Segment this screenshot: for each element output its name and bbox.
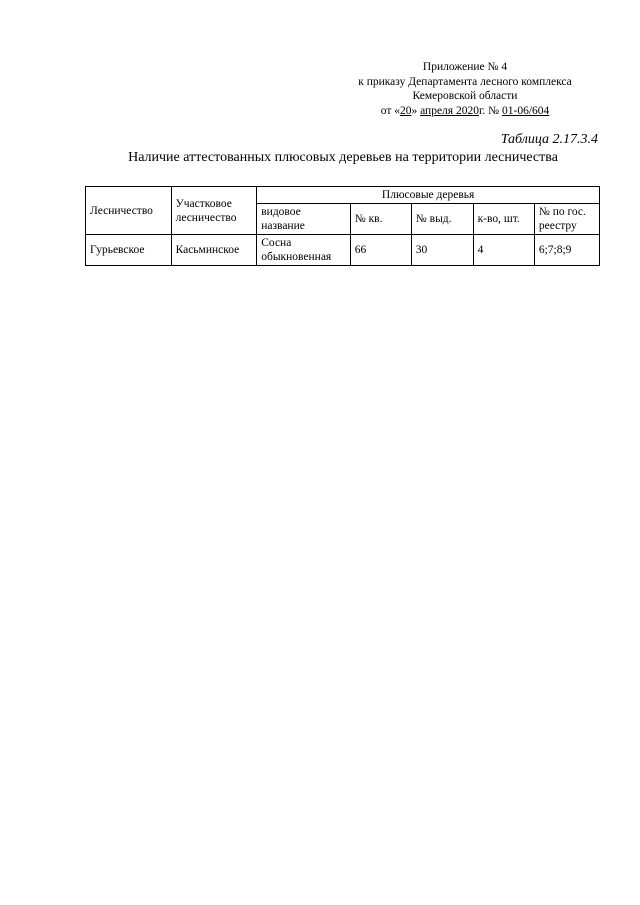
header-allotment: № выд. (411, 204, 473, 235)
cell-district: Касьминское (171, 235, 257, 266)
order-number: 01-06/604 (502, 104, 550, 117)
cell-quarter: 66 (350, 235, 411, 266)
header-registry: № по гос. реестру (534, 204, 599, 235)
date-day: 20 (399, 104, 412, 117)
header-species: видовое название (257, 204, 351, 235)
date-suffix: г. № (478, 104, 502, 117)
table-row (86, 235, 600, 266)
appendix-order-ref: к приказу Департамента лесного комплекса (358, 75, 572, 88)
appendix-date-line (330, 104, 600, 119)
header-quarter: № кв. (350, 204, 411, 235)
table-header-row (86, 187, 600, 204)
header-forestry: Лесничество (86, 187, 172, 235)
cell-registry: 6;7;8;9 (534, 235, 599, 266)
appendix-region: Кемеровской области (412, 90, 518, 102)
cell-allotment: 30 (411, 235, 473, 266)
appendix-number: Приложение № 4 (422, 61, 508, 73)
table-title: Наличие аттестованных плюсовых деревьев на территории лесничества (128, 150, 558, 165)
plus-trees-table (85, 186, 600, 266)
date-mid: » (411, 104, 421, 117)
cell-species: Сосна обыкновенная (257, 235, 351, 266)
table-number: Таблица 2.17.3.4 (500, 132, 598, 147)
appendix-header (330, 60, 600, 118)
header-count: к-во, шт. (473, 204, 534, 235)
cell-forestry: Гурьевское (86, 235, 172, 266)
header-district: Участковое лесничество (171, 187, 257, 235)
date-month-year: апреля 2020 (420, 104, 479, 117)
cell-count: 4 (473, 235, 534, 266)
date-prefix: от « (380, 104, 400, 117)
header-plus-trees: Плюсовые деревья (257, 187, 600, 204)
